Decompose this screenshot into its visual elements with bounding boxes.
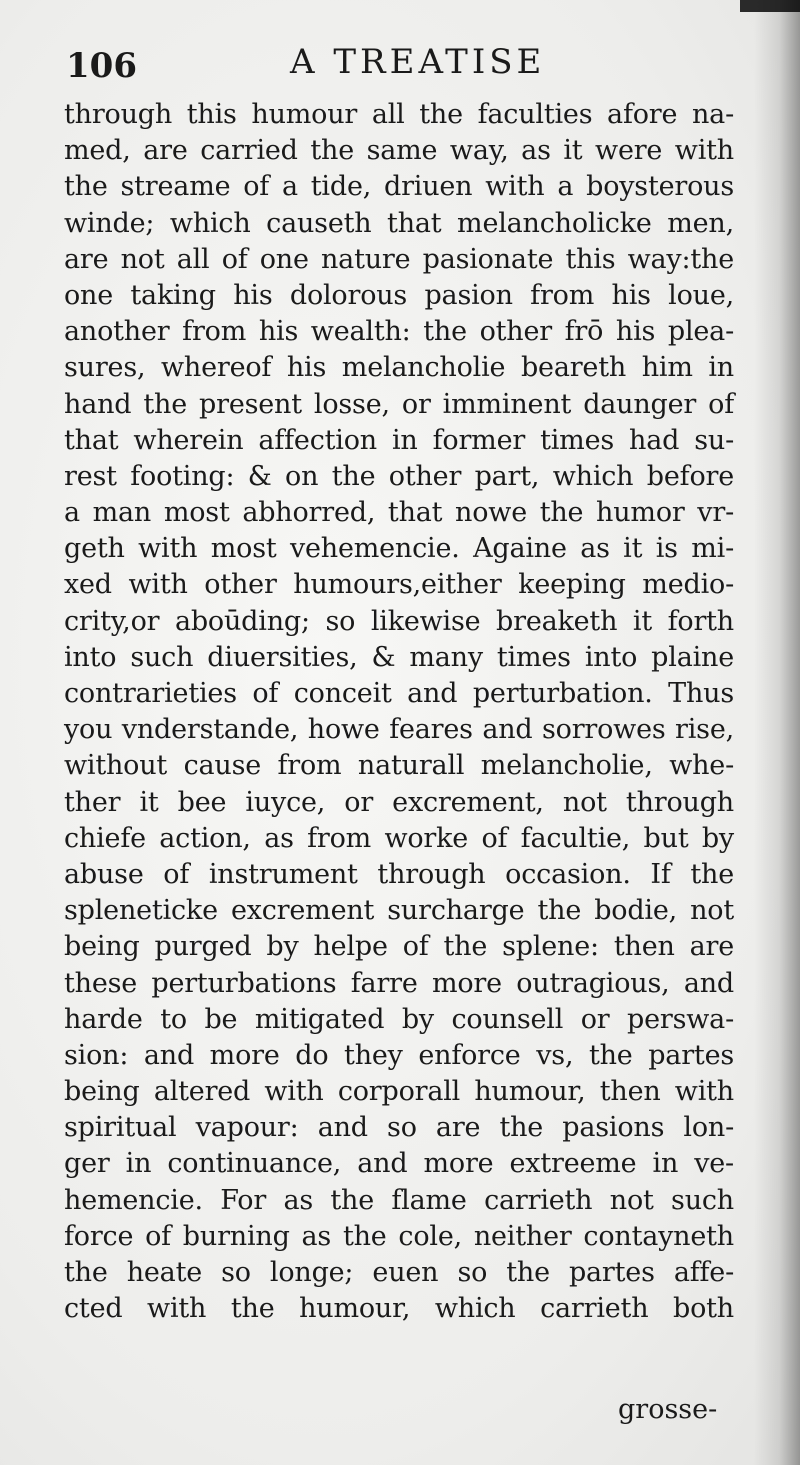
text-line: are not all of one nature pasionate this way:the	[64, 243, 734, 275]
text-line: being altered with corporall humour, then with	[64, 1076, 734, 1108]
text-line: rest footing: & on the other part, which before	[64, 460, 734, 492]
text-line: abuse of instrument through occasion. If the	[64, 858, 734, 890]
text-line: chiefe action, as from worke of facultie, but by	[64, 822, 734, 854]
text-line: harde to be mitigated by counsell or perswa-	[64, 1003, 734, 1035]
body-text	[64, 97, 734, 1327]
text-line: sures, whereof his melancholie beareth him in	[64, 352, 734, 384]
text-line: winde; which causeth that melancholicke men,	[64, 207, 734, 239]
catchword: grosse-	[618, 1394, 718, 1425]
text-line: another from his wealth: the other frō his plea-	[64, 316, 734, 348]
text-line: crity,or aboūding; so likewise breaketh it forth	[64, 605, 734, 637]
text-line: these perturbations farre more outragious, and	[64, 967, 734, 999]
text-line: xed with other humours,either keeping medio-	[64, 569, 734, 601]
text-line: sion: and more do they enforce vs, the partes	[64, 1039, 734, 1071]
text-line: hemencie. For as the flame carrieth not such	[64, 1184, 734, 1216]
text-line: force of burning as the cole, neither contayneth	[64, 1220, 734, 1252]
text-line: contrarieties of conceit and perturbation. Thus	[64, 678, 734, 709]
text-line: the heate so longe; euen so the partes affe-	[64, 1257, 734, 1288]
text-line: one taking his dolorous pasion from his loue,	[64, 279, 734, 311]
text-line: you vnderstande, howe feares and sorrowes rise,	[64, 714, 734, 746]
text-line: cted with the humour, which carrieth both	[64, 1293, 734, 1325]
text-line: ther it bee iuyce, or excrement, not through	[64, 786, 734, 818]
text-line: geth with most vehemencie. Againe as it is mi-	[64, 533, 734, 565]
page-header	[66, 40, 726, 92]
text-line: through this humour all the faculties afore na-	[64, 99, 734, 130]
text-line: spiritual vapour: and so are the pasions lon-	[64, 1112, 734, 1144]
text-line: the streame of a tide, driuen with a boysterous	[64, 171, 734, 203]
text-line: without cause from naturall melancholie, whe-	[64, 750, 734, 782]
text-line: a man most abhorred, that nowe the humor vr-	[64, 497, 734, 529]
page-number: 106	[66, 46, 137, 86]
running-head: A TREATISE	[290, 42, 546, 82]
gutter-shadow	[754, 0, 800, 1465]
text-line: being purged by helpe of the splene: then are	[64, 931, 734, 963]
text-line: into such diuersities, & many times into plaine	[64, 641, 734, 673]
text-line: spleneticke excrement surcharge the bodie, not	[64, 895, 734, 927]
text-line: hand the present losse, or imminent daunger of	[64, 388, 734, 420]
text-line: ger in continuance, and more extreeme in ve-	[64, 1148, 734, 1180]
text-line: med, are carried the same way, as it were with	[64, 135, 734, 167]
text-line: that wherein affection in former times had su-	[64, 424, 734, 456]
